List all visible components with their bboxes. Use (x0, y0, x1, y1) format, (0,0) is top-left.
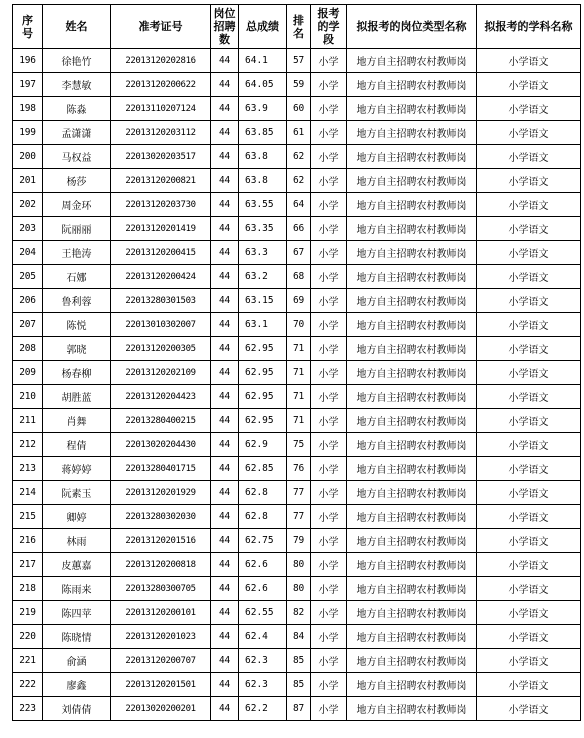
table-row (13, 49, 581, 73)
cell-ticket: 22013110207124 (111, 97, 211, 121)
cell-subject: 小学语文 (477, 289, 581, 313)
table-row (13, 289, 581, 313)
cell-name: 程倩 (43, 433, 111, 457)
table-row (13, 481, 581, 505)
cell-rank: 70 (287, 313, 311, 337)
cell-quota: 44 (211, 193, 239, 217)
cell-stage: 小学 (311, 673, 347, 697)
cell-score: 62.95 (239, 385, 287, 409)
cell-quota: 44 (211, 601, 239, 625)
cell-rank: 77 (287, 481, 311, 505)
cell-score: 62.9 (239, 433, 287, 457)
cell-ticket: 22013120201023 (111, 625, 211, 649)
cell-stage: 小学 (311, 217, 347, 241)
cell-quota: 44 (211, 577, 239, 601)
table-row (13, 625, 581, 649)
table-row (13, 193, 581, 217)
table-row (13, 241, 581, 265)
cell-serial: 202 (13, 193, 43, 217)
table-row (13, 601, 581, 625)
cell-serial: 204 (13, 241, 43, 265)
cell-subject: 小学语文 (477, 97, 581, 121)
header-serial: 序号 (13, 5, 43, 49)
results-table (12, 4, 581, 721)
cell-score: 63.1 (239, 313, 287, 337)
cell-rank: 59 (287, 73, 311, 97)
cell-serial: 211 (13, 409, 43, 433)
cell-quota: 44 (211, 121, 239, 145)
table-row (13, 121, 581, 145)
cell-post-type: 地方自主招聘农村教师岗 (347, 97, 477, 121)
cell-score: 63.35 (239, 217, 287, 241)
cell-quota: 44 (211, 313, 239, 337)
cell-serial: 213 (13, 457, 43, 481)
cell-stage: 小学 (311, 313, 347, 337)
cell-name: 陈淼 (43, 97, 111, 121)
cell-name: 陈晓情 (43, 625, 111, 649)
cell-subject: 小学语文 (477, 409, 581, 433)
cell-ticket: 22013120202816 (111, 49, 211, 73)
cell-score: 62.2 (239, 697, 287, 721)
cell-quota: 44 (211, 673, 239, 697)
cell-rank: 85 (287, 673, 311, 697)
cell-serial: 221 (13, 649, 43, 673)
cell-post-type: 地方自主招聘农村教师岗 (347, 193, 477, 217)
cell-score: 62.3 (239, 649, 287, 673)
cell-ticket: 22013120200818 (111, 553, 211, 577)
cell-subject: 小学语文 (477, 673, 581, 697)
cell-quota: 44 (211, 409, 239, 433)
cell-ticket: 22013280302030 (111, 505, 211, 529)
cell-serial: 209 (13, 361, 43, 385)
cell-score: 62.75 (239, 529, 287, 553)
cell-post-type: 地方自主招聘农村教师岗 (347, 73, 477, 97)
cell-post-type: 地方自主招聘农村教师岗 (347, 409, 477, 433)
cell-post-type: 地方自主招聘农村教师岗 (347, 481, 477, 505)
cell-rank: 80 (287, 553, 311, 577)
cell-subject: 小学语文 (477, 265, 581, 289)
cell-stage: 小学 (311, 145, 347, 169)
cell-name: 徐艳竹 (43, 49, 111, 73)
cell-name: 廖鑫 (43, 673, 111, 697)
cell-subject: 小学语文 (477, 505, 581, 529)
cell-serial: 219 (13, 601, 43, 625)
cell-post-type: 地方自主招聘农村教师岗 (347, 673, 477, 697)
cell-stage: 小学 (311, 433, 347, 457)
cell-serial: 200 (13, 145, 43, 169)
cell-quota: 44 (211, 49, 239, 73)
cell-score: 63.15 (239, 289, 287, 313)
cell-post-type: 地方自主招聘农村教师岗 (347, 577, 477, 601)
cell-score: 62.8 (239, 481, 287, 505)
cell-quota: 44 (211, 241, 239, 265)
cell-post-type: 地方自主招聘农村教师岗 (347, 145, 477, 169)
cell-ticket: 22013120200415 (111, 241, 211, 265)
cell-quota: 44 (211, 553, 239, 577)
cell-stage: 小学 (311, 241, 347, 265)
cell-stage: 小学 (311, 97, 347, 121)
cell-ticket: 22013120200101 (111, 601, 211, 625)
cell-serial: 197 (13, 73, 43, 97)
cell-quota: 44 (211, 97, 239, 121)
cell-subject: 小学语文 (477, 433, 581, 457)
cell-serial: 199 (13, 121, 43, 145)
cell-rank: 71 (287, 385, 311, 409)
cell-subject: 小学语文 (477, 241, 581, 265)
cell-post-type: 地方自主招聘农村教师岗 (347, 457, 477, 481)
cell-name: 孟潇潇 (43, 121, 111, 145)
cell-post-type: 地方自主招聘农村教师岗 (347, 505, 477, 529)
cell-rank: 85 (287, 649, 311, 673)
cell-subject: 小学语文 (477, 337, 581, 361)
cell-name: 马权益 (43, 145, 111, 169)
cell-stage: 小学 (311, 457, 347, 481)
cell-post-type: 地方自主招聘农村教师岗 (347, 649, 477, 673)
cell-stage: 小学 (311, 73, 347, 97)
cell-post-type: 地方自主招聘农村教师岗 (347, 313, 477, 337)
cell-ticket: 22013120203112 (111, 121, 211, 145)
header-quota: 岗位招聘数 (211, 5, 239, 49)
cell-score: 62.55 (239, 601, 287, 625)
cell-rank: 75 (287, 433, 311, 457)
cell-stage: 小学 (311, 697, 347, 721)
cell-name: 陈四苹 (43, 601, 111, 625)
cell-name: 卿婷 (43, 505, 111, 529)
cell-post-type: 地方自主招聘农村教师岗 (347, 265, 477, 289)
cell-rank: 62 (287, 145, 311, 169)
cell-ticket: 22013120202109 (111, 361, 211, 385)
cell-subject: 小学语文 (477, 361, 581, 385)
cell-rank: 77 (287, 505, 311, 529)
cell-quota: 44 (211, 337, 239, 361)
cell-name: 胡胜蓝 (43, 385, 111, 409)
cell-post-type: 地方自主招聘农村教师岗 (347, 697, 477, 721)
table-row (13, 457, 581, 481)
cell-rank: 66 (287, 217, 311, 241)
cell-serial: 223 (13, 697, 43, 721)
cell-subject: 小学语文 (477, 577, 581, 601)
cell-quota: 44 (211, 361, 239, 385)
cell-subject: 小学语文 (477, 553, 581, 577)
cell-name: 石娜 (43, 265, 111, 289)
cell-name: 鲁利蓉 (43, 289, 111, 313)
cell-name: 俞涵 (43, 649, 111, 673)
cell-score: 63.8 (239, 145, 287, 169)
table-row (13, 361, 581, 385)
table-row (13, 73, 581, 97)
cell-post-type: 地方自主招聘农村教师岗 (347, 433, 477, 457)
cell-score: 63.85 (239, 121, 287, 145)
cell-ticket: 22013120201929 (111, 481, 211, 505)
cell-score: 62.3 (239, 673, 287, 697)
header-subject: 拟报考的学科名称 (477, 5, 581, 49)
cell-ticket: 22013010302007 (111, 313, 211, 337)
table-row (13, 529, 581, 553)
cell-subject: 小学语文 (477, 529, 581, 553)
cell-name: 皮蕙嘉 (43, 553, 111, 577)
cell-stage: 小学 (311, 49, 347, 73)
cell-quota: 44 (211, 433, 239, 457)
cell-stage: 小学 (311, 289, 347, 313)
cell-score: 62.95 (239, 409, 287, 433)
cell-quota: 44 (211, 169, 239, 193)
cell-score: 62.95 (239, 337, 287, 361)
cell-name: 杨春柳 (43, 361, 111, 385)
cell-serial: 196 (13, 49, 43, 73)
cell-quota: 44 (211, 217, 239, 241)
cell-quota: 44 (211, 529, 239, 553)
cell-name: 王艳涛 (43, 241, 111, 265)
cell-post-type: 地方自主招聘农村教师岗 (347, 241, 477, 265)
table-row (13, 433, 581, 457)
cell-ticket: 22013120201516 (111, 529, 211, 553)
cell-name: 周金环 (43, 193, 111, 217)
cell-ticket: 22013120200305 (111, 337, 211, 361)
cell-stage: 小学 (311, 601, 347, 625)
table-row (13, 97, 581, 121)
cell-serial: 208 (13, 337, 43, 361)
cell-subject: 小学语文 (477, 193, 581, 217)
cell-subject: 小学语文 (477, 385, 581, 409)
cell-subject: 小学语文 (477, 217, 581, 241)
cell-post-type: 地方自主招聘农村教师岗 (347, 553, 477, 577)
cell-quota: 44 (211, 505, 239, 529)
cell-rank: 71 (287, 409, 311, 433)
cell-quota: 44 (211, 265, 239, 289)
cell-ticket: 22013020203517 (111, 145, 211, 169)
cell-rank: 84 (287, 625, 311, 649)
cell-name: 林雨 (43, 529, 111, 553)
cell-name: 郭晓 (43, 337, 111, 361)
cell-ticket: 22013280300705 (111, 577, 211, 601)
cell-score: 62.6 (239, 577, 287, 601)
table-row (13, 673, 581, 697)
cell-rank: 79 (287, 529, 311, 553)
cell-subject: 小学语文 (477, 625, 581, 649)
cell-serial: 205 (13, 265, 43, 289)
cell-post-type: 地方自主招聘农村教师岗 (347, 289, 477, 313)
cell-ticket: 22013120201501 (111, 673, 211, 697)
cell-subject: 小学语文 (477, 697, 581, 721)
cell-score: 64.1 (239, 49, 287, 73)
cell-score: 62.95 (239, 361, 287, 385)
cell-stage: 小学 (311, 577, 347, 601)
header-rank: 排名 (287, 5, 311, 49)
cell-stage: 小学 (311, 649, 347, 673)
cell-score: 62.6 (239, 553, 287, 577)
cell-subject: 小学语文 (477, 457, 581, 481)
cell-rank: 71 (287, 337, 311, 361)
cell-score: 63.3 (239, 241, 287, 265)
cell-subject: 小学语文 (477, 121, 581, 145)
cell-rank: 60 (287, 97, 311, 121)
table-row (13, 577, 581, 601)
cell-post-type: 地方自主招聘农村教师岗 (347, 169, 477, 193)
cell-score: 63.2 (239, 265, 287, 289)
cell-stage: 小学 (311, 409, 347, 433)
table-row (13, 217, 581, 241)
cell-ticket: 22013020204430 (111, 433, 211, 457)
cell-name: 刘倩倩 (43, 697, 111, 721)
cell-stage: 小学 (311, 121, 347, 145)
cell-rank: 64 (287, 193, 311, 217)
cell-stage: 小学 (311, 529, 347, 553)
cell-rank: 67 (287, 241, 311, 265)
cell-subject: 小学语文 (477, 73, 581, 97)
header-score: 总成绩 (239, 5, 287, 49)
cell-post-type: 地方自主招聘农村教师岗 (347, 337, 477, 361)
cell-score: 63.55 (239, 193, 287, 217)
table-row (13, 265, 581, 289)
cell-ticket: 22013120201419 (111, 217, 211, 241)
cell-subject: 小学语文 (477, 145, 581, 169)
cell-ticket: 22013280301503 (111, 289, 211, 313)
table-row (13, 385, 581, 409)
table-row (13, 505, 581, 529)
cell-ticket: 22013120203730 (111, 193, 211, 217)
table-row (13, 313, 581, 337)
cell-quota: 44 (211, 289, 239, 313)
cell-post-type: 地方自主招聘农村教师岗 (347, 529, 477, 553)
cell-stage: 小学 (311, 265, 347, 289)
cell-serial: 216 (13, 529, 43, 553)
table-row (13, 145, 581, 169)
cell-rank: 62 (287, 169, 311, 193)
cell-stage: 小学 (311, 193, 347, 217)
cell-name: 阮丽丽 (43, 217, 111, 241)
cell-rank: 80 (287, 577, 311, 601)
cell-post-type: 地方自主招聘农村教师岗 (347, 625, 477, 649)
cell-rank: 71 (287, 361, 311, 385)
cell-quota: 44 (211, 697, 239, 721)
cell-subject: 小学语文 (477, 49, 581, 73)
cell-stage: 小学 (311, 481, 347, 505)
cell-ticket: 22013120200622 (111, 73, 211, 97)
header-post-type: 拟报考的岗位类型名称 (347, 5, 477, 49)
cell-rank: 87 (287, 697, 311, 721)
cell-quota: 44 (211, 73, 239, 97)
cell-quota: 44 (211, 457, 239, 481)
cell-ticket: 22013280401715 (111, 457, 211, 481)
cell-quota: 44 (211, 145, 239, 169)
cell-subject: 小学语文 (477, 313, 581, 337)
cell-stage: 小学 (311, 361, 347, 385)
table-row (13, 169, 581, 193)
table-body (13, 49, 581, 721)
cell-ticket: 22013120204423 (111, 385, 211, 409)
table-row (13, 649, 581, 673)
cell-serial: 212 (13, 433, 43, 457)
cell-subject: 小学语文 (477, 481, 581, 505)
cell-stage: 小学 (311, 553, 347, 577)
table-header-row (13, 5, 581, 49)
cell-serial: 215 (13, 505, 43, 529)
cell-serial: 206 (13, 289, 43, 313)
cell-post-type: 地方自主招聘农村教师岗 (347, 121, 477, 145)
cell-stage: 小学 (311, 385, 347, 409)
cell-serial: 201 (13, 169, 43, 193)
header-name: 姓名 (43, 5, 111, 49)
cell-name: 阮素玉 (43, 481, 111, 505)
cell-score: 63.8 (239, 169, 287, 193)
cell-post-type: 地方自主招聘农村教师岗 (347, 361, 477, 385)
cell-rank: 82 (287, 601, 311, 625)
header-ticket: 准考证号 (111, 5, 211, 49)
cell-ticket: 22013280400215 (111, 409, 211, 433)
cell-subject: 小学语文 (477, 169, 581, 193)
cell-serial: 218 (13, 577, 43, 601)
cell-quota: 44 (211, 385, 239, 409)
cell-serial: 203 (13, 217, 43, 241)
cell-serial: 198 (13, 97, 43, 121)
cell-post-type: 地方自主招聘农村教师岗 (347, 49, 477, 73)
table-row (13, 409, 581, 433)
cell-rank: 76 (287, 457, 311, 481)
cell-score: 62.85 (239, 457, 287, 481)
cell-rank: 57 (287, 49, 311, 73)
header-stage: 报考的学段 (311, 5, 347, 49)
cell-quota: 44 (211, 649, 239, 673)
table-row (13, 337, 581, 361)
cell-ticket: 22013120200821 (111, 169, 211, 193)
cell-score: 64.05 (239, 73, 287, 97)
cell-subject: 小学语文 (477, 601, 581, 625)
cell-post-type: 地方自主招聘农村教师岗 (347, 385, 477, 409)
cell-serial: 207 (13, 313, 43, 337)
cell-ticket: 22013120200424 (111, 265, 211, 289)
cell-score: 62.4 (239, 625, 287, 649)
cell-stage: 小学 (311, 505, 347, 529)
cell-name: 李慧敏 (43, 73, 111, 97)
cell-ticket: 22013020200201 (111, 697, 211, 721)
cell-quota: 44 (211, 481, 239, 505)
cell-name: 陈悦 (43, 313, 111, 337)
cell-serial: 214 (13, 481, 43, 505)
cell-score: 63.9 (239, 97, 287, 121)
cell-stage: 小学 (311, 169, 347, 193)
cell-subject: 小学语文 (477, 649, 581, 673)
cell-name: 肖舞 (43, 409, 111, 433)
cell-serial: 222 (13, 673, 43, 697)
cell-ticket: 22013120200707 (111, 649, 211, 673)
cell-rank: 61 (287, 121, 311, 145)
cell-rank: 69 (287, 289, 311, 313)
cell-serial: 210 (13, 385, 43, 409)
cell-quota: 44 (211, 625, 239, 649)
cell-score: 62.8 (239, 505, 287, 529)
cell-serial: 220 (13, 625, 43, 649)
cell-rank: 68 (287, 265, 311, 289)
cell-name: 杨莎 (43, 169, 111, 193)
cell-stage: 小学 (311, 625, 347, 649)
cell-name: 蒋婷婷 (43, 457, 111, 481)
cell-post-type: 地方自主招聘农村教师岗 (347, 217, 477, 241)
cell-stage: 小学 (311, 337, 347, 361)
table-row (13, 553, 581, 577)
cell-post-type: 地方自主招聘农村教师岗 (347, 601, 477, 625)
table-row (13, 697, 581, 721)
cell-name: 陈雨来 (43, 577, 111, 601)
cell-serial: 217 (13, 553, 43, 577)
